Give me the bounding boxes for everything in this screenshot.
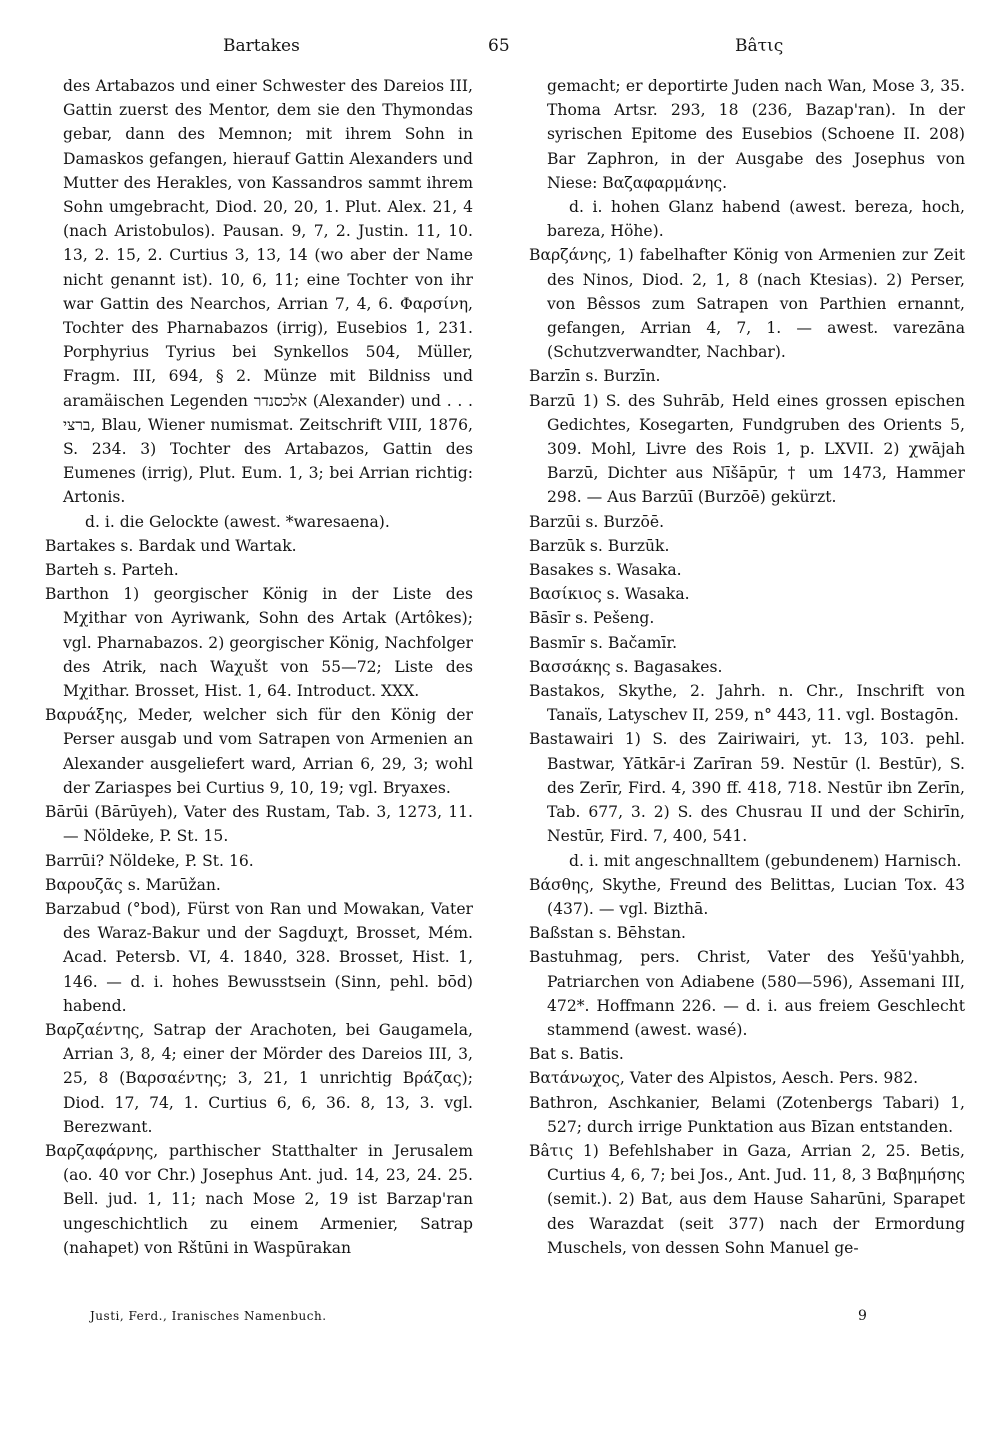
lexicon-entry: Βασίκιος s. Wasaka. xyxy=(529,585,690,604)
lexicon-entry: Βαρζάνης, 1) fabelhafter König von Armenien zur Zeit des Ninos, Diod. 2, 1, 8 (nach Ktesias). 2) Perser, von Bêssos zum Satrapen von Parthien ernannt, gefangen, Arrian 4, 7, 1. — awest. varezāna (Schutzverwandter, Nachbar). xyxy=(529,246,965,362)
header-right-catchword: Bâτις xyxy=(735,36,784,56)
running-head xyxy=(0,33,1000,59)
lexicon-entry: Barzīn s. Burzīn. xyxy=(529,367,661,386)
lexicon-entry: Βάσθης, Skythe, Freund des Belittas, Lucian Tox. 43 (437). — vgl. Bizthā. xyxy=(529,875,965,918)
lexicon-entry: Basakes s. Wasaka. xyxy=(529,561,682,580)
lexicon-entry: Bastawairi 1) S. des Zairiwairi, yt. 13, 103. pehl. Bastwar, Yātkār-i Zarīran 59. Nestūr (l. Bestūr), S. des Zerīr, Fird. 4, 390 ff. 418, 718. Nestūr ibn Zerīn, Tab. 677, 3. 2) S. des Chusrau II und der Schirīn, Nestūr, Fird. 7, 400, 541. xyxy=(529,730,965,846)
lexicon-entry: Βασσάκης s. Bagasakes. xyxy=(529,657,723,676)
lexicon-entry: Bastakos, Skythe, 2. Jahrh. n. Chr., Inschrift von Tanaïs, Latyschev II, 259, n° 443, 11. vgl. Bostagōn. xyxy=(529,682,965,725)
lexicon-entry: Barrūi? Nöldeke, P. St. 16. xyxy=(45,851,254,870)
lexicon-entry: Βατάνωχος, Vater des Alpistos, Aesch. Pers. 982. xyxy=(529,1069,919,1088)
continued-text: des Artabazos und einer Schwester des Dareios III, Gattin zuerst des Mentor, dem sie den Thymondas gebar, dann des Memnon; mit ihrem Sohn in Damaskos gefangen, hierauf Gattin Alexanders und Mutter des Herakles, von Kassandros sammt ihrem Sohn umgebracht, Diod. 20, 20, 1. Plut. Alex. 21, 4 (nach Aristobulos). Pausan. 9, 7, 2. Justin. 11, 10. 13, 2. 15, 2. Curtius 3, 13, 14 (wo aber der Name nicht genannt ist). 10, 6, 11; eine Tochter von ihr war Gattin des Nearchos, Arrian 7, 4, 6. Φαρσίνη, Tochter des Pharnabazos (irrig), Eusebios 1, 231. Porphyrius Tyrius bei Synkellos 504, Müller, Fragm. III, 694, § 2. Münze mit Bildniss und aramäischen Legenden אלכסנדר (Alexander) und . . . ברצי, Blau, Wiener numismat. Zeitschrift VIII, 1876, S. 234. 3) Tochter des Artabazos, Gattin des Eumenes (irrig), Plut. Eum. 1, 3; bei Arrian richtig: Artonis. xyxy=(63,77,473,507)
lexicon-entry: Bartakes s. Bardak und Wartak. xyxy=(45,536,297,555)
header-left-catchword: Bartakes xyxy=(223,36,300,56)
lexicon-entry: Bathron, Aschkanier, Belami (Zotenbergs Tabari) 1, 527; durch irrige Punktation aus Bīzan entstanden. xyxy=(529,1093,965,1136)
footer-sheet-number: 9 xyxy=(858,1308,867,1324)
lexicon-entry: Βαρζαέντης, Satrap der Arachoten, bei Gaugamela, Arrian 3, 8, 4; einer der Mörder des Dareios III, 3, 25, 8 (Βαρσαέντης; 3, 21, 1 unrichtig Βράζας); Diod. 17, 74, 1. Curtius 6, 6, 36. 8, 13, 3. vgl. Berezwant. xyxy=(45,1020,473,1136)
page-number: 65 xyxy=(488,36,510,56)
lexicon-entry: Βαρουζᾶς s. Marūžan. xyxy=(45,875,221,894)
lexicon-entry: Barzūk s. Burzūk. xyxy=(529,536,670,555)
lexicon-entry: Basmīr s. Bačamīr. xyxy=(529,633,678,652)
footer-signature: Justi, Ferd., Iranisches Namenbuch. xyxy=(90,1309,327,1323)
lexicon-entry: Barzūi s. Burzōē. xyxy=(529,512,665,531)
lexicon-entry: Barzabud (°bod), Fürst von Ran und Mowakan, Vater des Waraz-Bakur und der Sagduχt, Brosset, Mém. Acad. Petersb. VI, 4. 1840, 328. Brosset, Hist. 1, 146. — d. i. hohes Bewusstsein (Sinn, pehl. bōd) habend. xyxy=(45,899,473,1015)
lexicon-entry: Bat s. Batis. xyxy=(529,1045,624,1064)
lexicon-entry: Baßstan s. Bēhstan. xyxy=(529,924,686,943)
continued-text: gemacht; er deportirte Juden nach Wan, Mose 3, 35. Thoma Artsr. 293, 18 (236, Bazap'ran). In der syrischen Epitome des Eusebios (Schoene II. 208) Bar Zaphron, in der Ausgabe des Josephus von Niese: Βαζαφαρμάνης. xyxy=(547,77,965,192)
etymology-note: d. i. die Gelockte (awest. *waresaena). xyxy=(85,512,390,531)
lexicon-entry: Barzū 1) S. des Suhrāb, Held eines grossen epischen Gedichtes, Kosegarten, Fundgruben des Orients 5, 309. Mohl, Livre des Rois 1, p. LXVII. 2) χwājah Barzū, Dichter aus Nīšāpūr, † um 1473, Hammer 298. — Aus Barzūī (Burzōē) gekürzt. xyxy=(529,391,965,507)
lexicon-entry: Βαρζαφάρνης, parthischer Statthalter in Jerusalem (ao. 40 vor Chr.) Josephus Ant. jud. 14, 23, 24. 25. Bell. jud. 1, 11; nach Mose 2, 19 ist Barzap'ran ungeschichtlich zu einem Armenier, Satrap (nahapet) von Rštūni in Waspūrakan xyxy=(45,1141,473,1257)
left-column xyxy=(45,74,473,1260)
lexicon-entry: Βâτις 1) Befehlshaber in Gaza, Arrian 2, 25. Betis, Curtius 4, 6, 7; bei Jos., Ant. Jud. 11, 8, 3 Βαβημήσης (semit.). 2) Bat, aus dem Hause Saharūni, Sparapet des Warazdat (seit 377) nach der Ermordung Muschels, von dessen Sohn Manuel ge- xyxy=(529,1141,965,1257)
lexicon-entry: Bārūi (Bārūyeh), Vater des Rustam, Tab. 3, 1273, 11. — Nöldeke, P. St. 15. xyxy=(45,803,473,846)
lexicon-entry: Bāsīr s. Pešeng. xyxy=(529,609,655,628)
lexicon-entry: Βαρυάξης, Meder, welcher sich für den König der Perser ausgab und vom Satrapen von Armenien an Alexander ausgeliefert ward, Arrian 6, 29, 3; wohl der Zariaspes bei Curtius 9, 10, 19; vgl. Bryaxes. xyxy=(45,706,473,797)
lexicon-entry: Barthon 1) georgischer König in der Liste des Mχithar von Ayriwank, Sohn des Artak (Artôkes); vgl. Pharnabazos. 2) georgischer König, Nachfolger des Atrik, nach Waχušt von 55—72; Liste des Mχithar. Brosset, Hist. 1, 64. Introduct. XXX. xyxy=(45,585,473,701)
lexicon-entry: Barteh s. Parteh. xyxy=(45,561,179,580)
page-footer xyxy=(0,1306,1000,1326)
lexicon-entry: Bastuhmag, pers. Christ, Vater des Yešū'yahbh, Patriarchen von Adiabene (580—596), Assemani III, 472*. Hoffmann 226. — d. i. aus freiem Geschlecht stammend (awest. wasé). xyxy=(529,948,965,1039)
etymology-note: d. i. mit angeschnalltem (gebundenem) Harnisch. xyxy=(569,851,962,870)
etymology-note: d. i. hohen Glanz habend (awest. bereza, hoch, bareza, Höhe). xyxy=(547,198,965,241)
right-column xyxy=(529,74,965,1260)
